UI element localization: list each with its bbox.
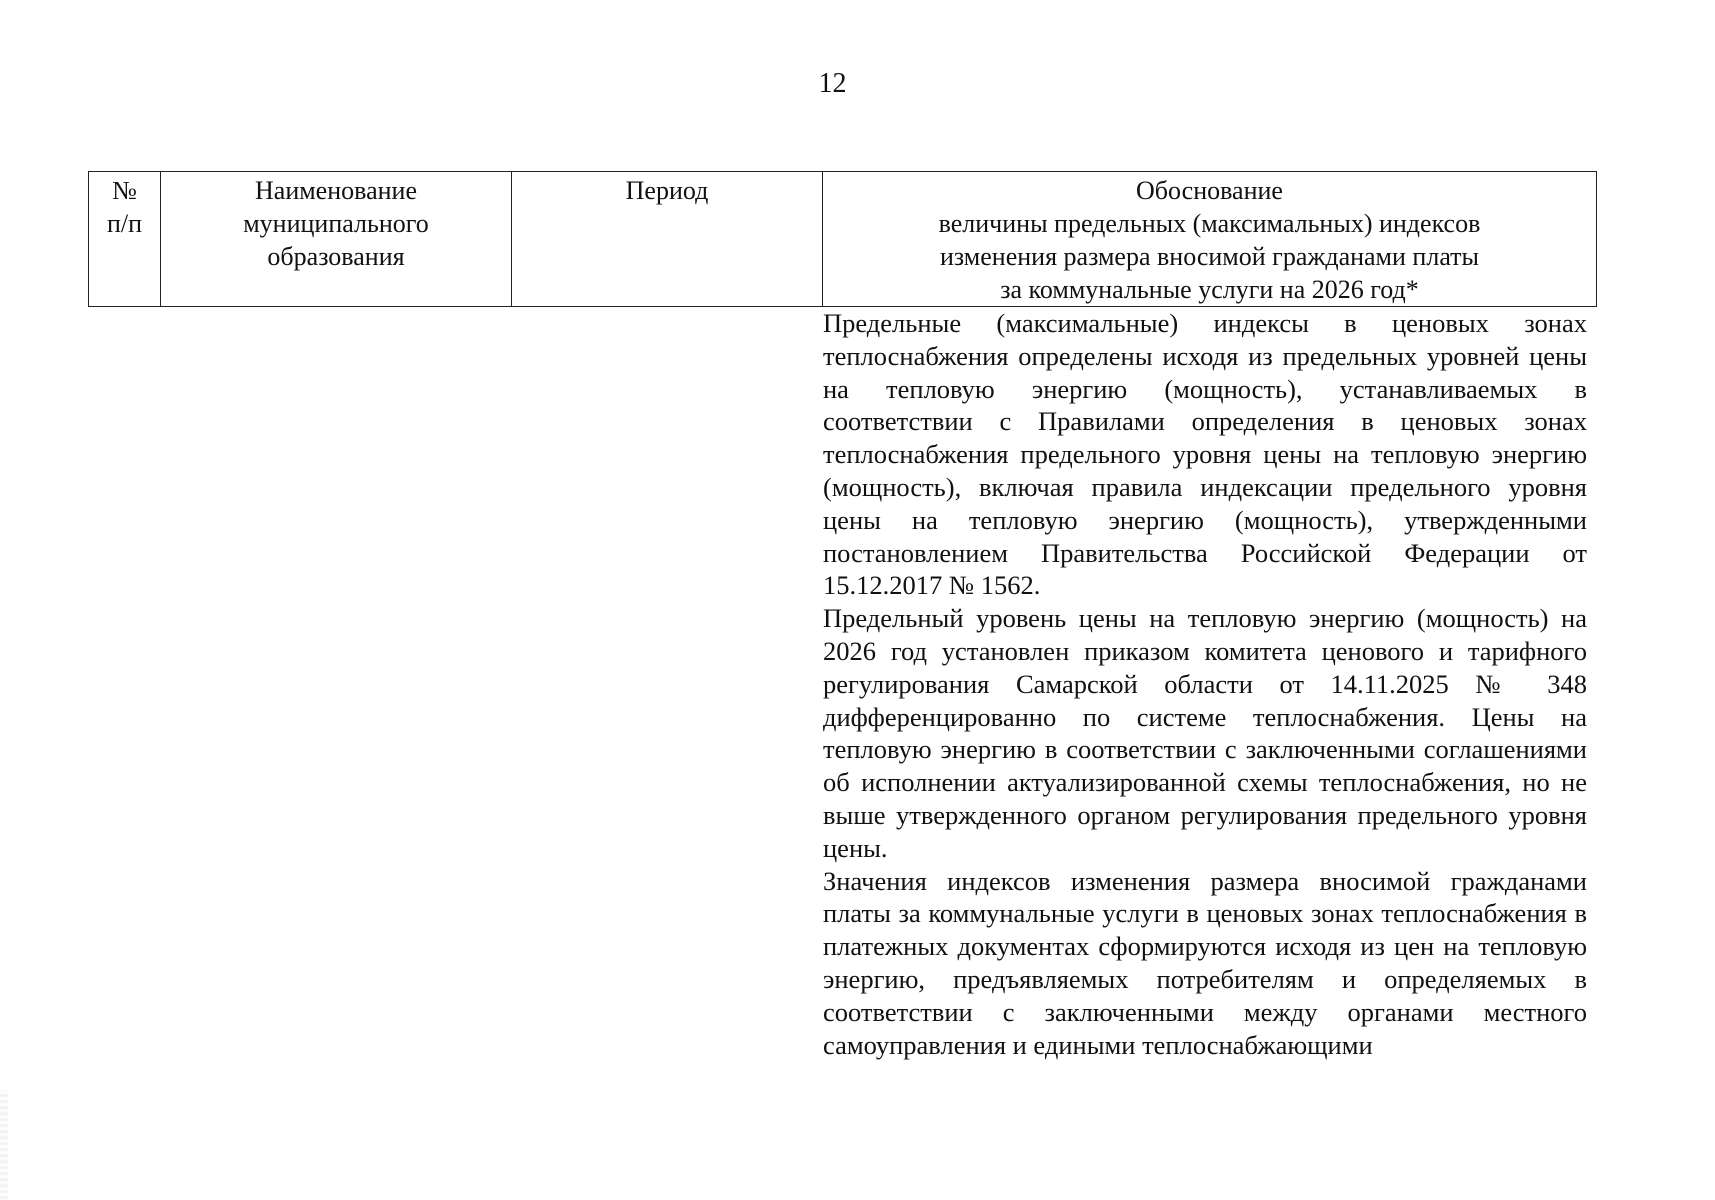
page-number: 12 xyxy=(818,68,847,99)
header-municipality xyxy=(161,172,512,307)
paragraph: Предельный уровень цены на тепловую энергию (мощность) на 2026 год установлен приказом комитета ценового и тарифного регулирования Самарской области от 14.11.2025 № 348 дифференцированно по системе теплоснабжения. Цены на тепловую энергию в соответствии с заключенными соглашениями об исполнении актуализированной схемы теплоснабжения, но не выше утвержденного органом регулирования предельного уровня цены. xyxy=(823,603,1587,863)
header-municipality-line: муниципального xyxy=(243,209,429,238)
header-municipality-line: Наименование xyxy=(255,176,417,205)
header-number-line: п/п xyxy=(106,209,143,238)
header-number xyxy=(89,172,161,307)
scan-edge-artifact xyxy=(0,1090,8,1200)
justification-text xyxy=(823,307,1587,1061)
header-justification-line: изменения размера вносимой гражданами платы xyxy=(939,242,1480,271)
header-number-line: № xyxy=(112,176,137,205)
header-municipality-line: образования xyxy=(267,242,405,271)
header-justification-line: величины предельных (максимальных) индексов xyxy=(938,209,1481,238)
header-table xyxy=(88,171,1597,307)
header-justification xyxy=(823,172,1597,307)
paragraph: Значения индексов изменения размера вносимой гражданами платы за коммунальные услуги в ценовых зонах теплоснабжения в платежных документах сформируются исходя из цен на тепловую энергию, предъявляемых потребителям и определяемых в соответствии с заключенными между органами местного самоуправления и едиными теплоснабжающими xyxy=(823,865,1587,1060)
header-justification-line: за коммунальные услуги на 2026 год* xyxy=(1000,275,1419,304)
header-row xyxy=(89,172,1597,307)
header-period-line: Период xyxy=(625,176,709,205)
paragraph: Предельные (максимальные) индексы в ценовых зонах теплоснабжения определены исходя из предельных уровней цены на тепловую энергию (мощность), устанавливаемых в соответствии с Правилами определения в ценовых зонах теплоснабжения предельного уровня цены на тепловую энергию (мощность), включая правила индексации предельного уровня цены на тепловую энергию (мощность), утвержденными постановлением Правительства Российской Федерации от 15.12.2017 № 1562. xyxy=(823,308,1587,601)
header-period xyxy=(512,172,823,307)
header-justification-line: Обоснование xyxy=(1136,176,1283,205)
